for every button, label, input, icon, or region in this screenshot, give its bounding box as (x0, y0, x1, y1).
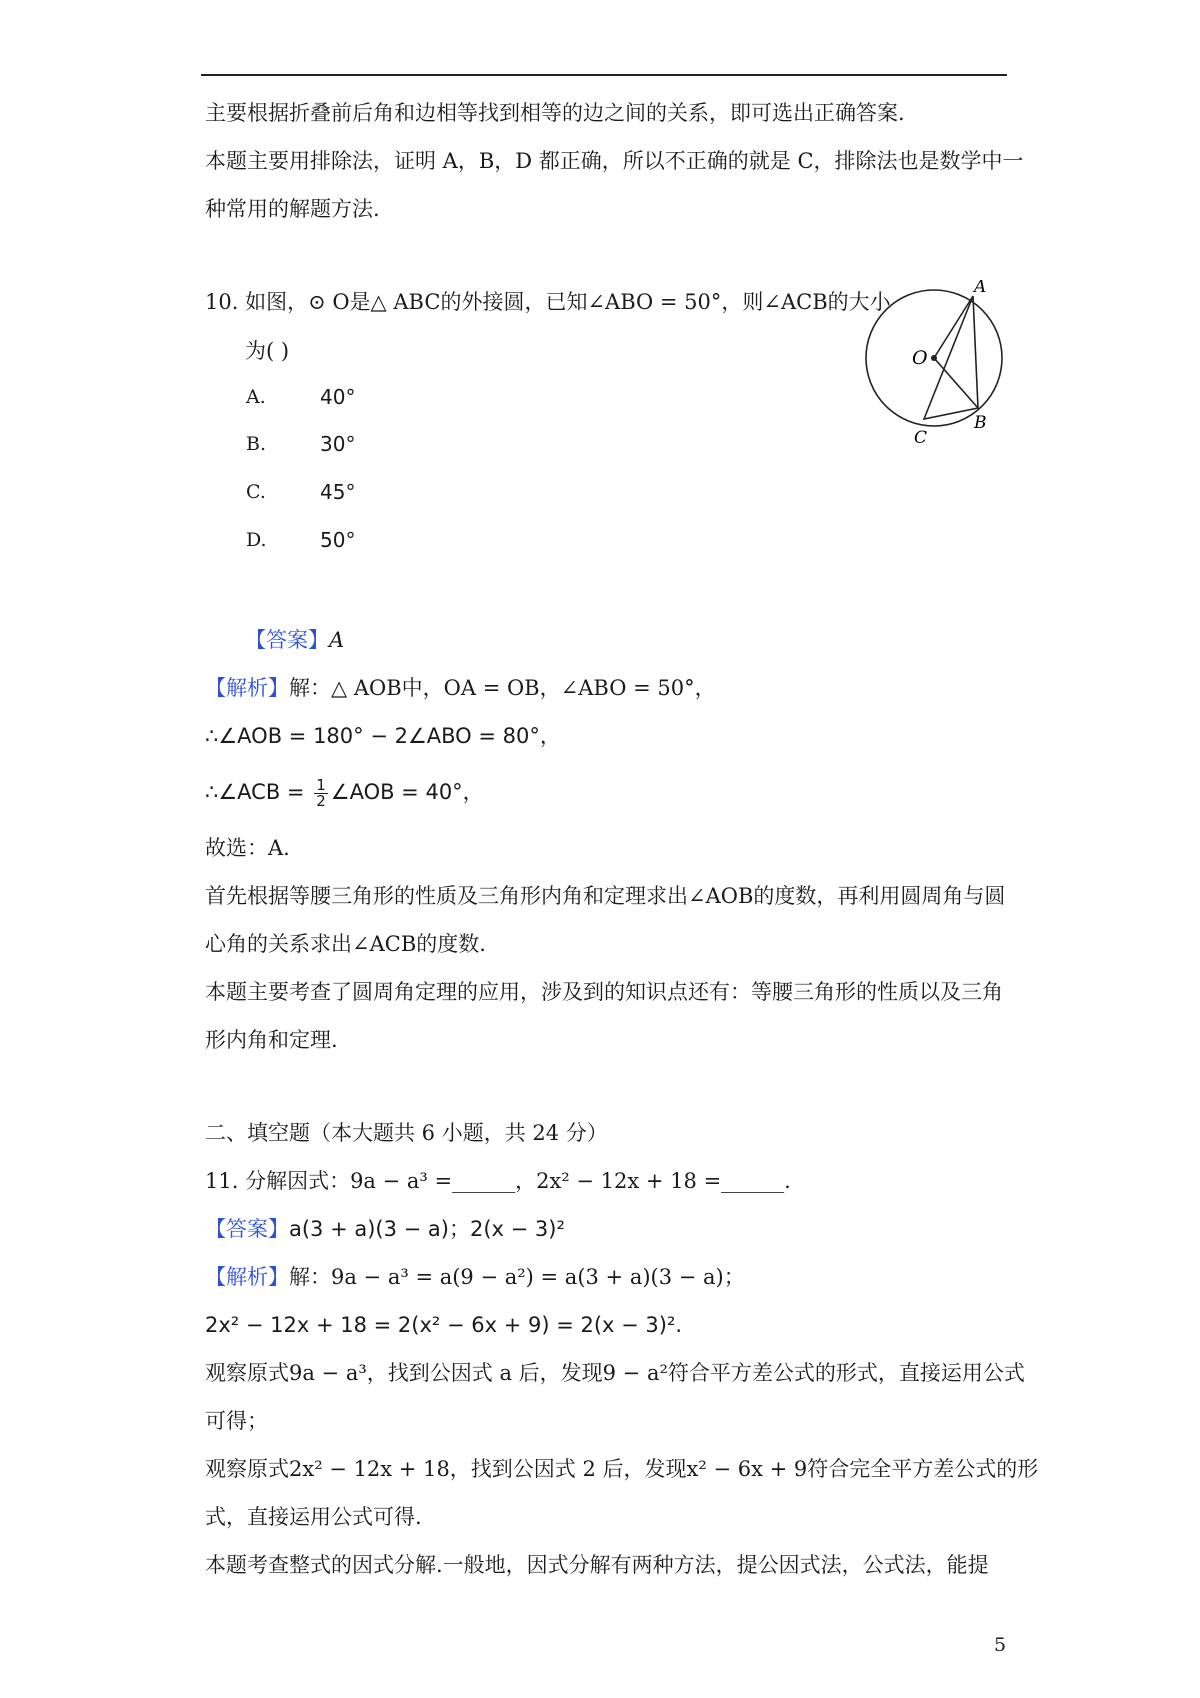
answer-line (245, 625, 344, 655)
text-line: 本题考查整式的因式分解.一般地，因式分解有两种方法，提公因式法，公式法，能提 (205, 1553, 989, 1577)
label-o: O (912, 347, 928, 369)
option-c-value: 45° (320, 480, 356, 504)
option-c-label: C. (246, 481, 266, 503)
text-line: 式，直接运用公式可得. (205, 1505, 422, 1529)
label-c: C (914, 428, 928, 448)
option-b-value: 30° (320, 432, 356, 456)
option-a-label: A. (246, 386, 266, 408)
text-line: 主要根据折叠前后角和边相等找到相等的边之间的关系，即可选出正确答案. (205, 101, 905, 125)
text-line: 故选：A. (205, 836, 290, 860)
answer-value: a(3 + a)(3 − a)；2(x − 3)² (289, 1217, 565, 1241)
label-a: A (974, 280, 987, 297)
option-a-value: 40° (320, 385, 356, 409)
text-line: 种常用的解题方法. (205, 197, 380, 221)
answer-tag: 【答案】 (245, 628, 329, 652)
analysis-text: 解：9a − a³ = a(9 − a²) = a(3 + a)(3 − a)； (289, 1265, 745, 1289)
section-heading: 二、填空题（本大题共 6 小题，共 24 分） (205, 1121, 608, 1145)
analysis-text: 解：△ AOB中，OA = OB，∠ABO = 50°， (289, 676, 716, 700)
question-10-stem-cont: 为( ) (245, 339, 290, 363)
answer-line (205, 1214, 565, 1244)
option-b-label: B. (246, 433, 267, 455)
text-line: 观察原式2x² − 12x + 18，找到公因式 2 后，发现x² − 6x + 9符合完全平方差公式的形 (205, 1457, 1039, 1481)
math-part: ∴∠ACB = (205, 780, 312, 804)
analysis-math: ∴∠AOB = 180° − 2∠ABO = 80°， (205, 724, 561, 748)
text-line: 可得； (205, 1409, 268, 1433)
text-line: 观察原式9a − a³，找到公因式 a 后，发现9 − a²符合平方差公式的形式，直接运用公式 (205, 1361, 1025, 1385)
analysis-math: 2x² − 12x + 18 = 2(x² − 6x + 9) = 2(x − 3)². (205, 1313, 683, 1337)
option-d-value: 50° (320, 528, 356, 552)
header-rule (201, 74, 1007, 76)
center-point (931, 355, 937, 361)
text-line: 形内角和定理. (205, 1028, 338, 1052)
fraction (314, 775, 328, 810)
option-d-label: D. (246, 529, 267, 551)
circle-figure (862, 280, 1012, 455)
math-part: ∠AOB = 40°， (330, 780, 484, 804)
page-number: 5 (994, 1634, 1007, 1656)
analysis-tag: 【解析】 (205, 676, 289, 700)
analysis-math (205, 777, 484, 809)
analysis-line (205, 673, 716, 703)
segment-ob (934, 358, 978, 408)
fraction-numerator: 1 (316, 775, 326, 794)
answer-value: A (329, 628, 345, 652)
analysis-tag: 【解析】 (205, 1265, 289, 1289)
segment-oa (934, 296, 973, 358)
label-b: B (974, 413, 987, 433)
question-10-stem: 10. 如图，⊙ O是△ ABC的外接圆，已知∠ABO = 50°，则∠ACB的大小 (205, 290, 891, 314)
answer-tag: 【答案】 (205, 1217, 289, 1241)
text-line: 本题主要用排除法，证明 A，B，D 都正确，所以不正确的就是 C，排除法也是数学中一 (205, 149, 1024, 173)
text-line: 本题主要考查了圆周角定理的应用，涉及到的知识点还有：等腰三角形的性质以及三角 (205, 980, 1003, 1004)
text-line: 首先根据等腰三角形的性质及三角形内角和定理求出∠AOB的度数，再利用圆周角与圆 (205, 884, 1006, 908)
question-11-stem: 11. 分解因式：9a − a³ =______，2x² − 12x + 18 =______. (205, 1169, 791, 1193)
text-line: 心角的关系求出∠ACB的度数. (205, 932, 486, 956)
fraction-denominator: 2 (316, 791, 326, 810)
analysis-line (205, 1262, 745, 1292)
